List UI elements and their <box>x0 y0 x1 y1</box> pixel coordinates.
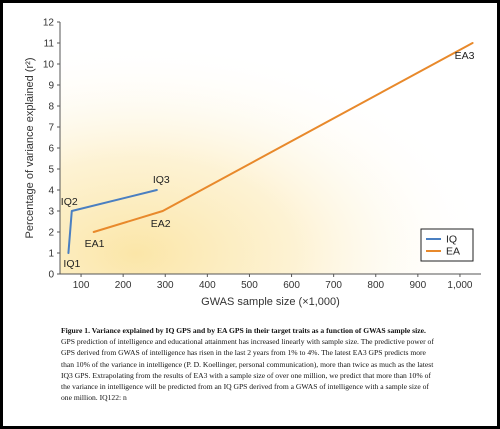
legend <box>421 229 473 261</box>
x-tick-label: 1,000 <box>447 280 473 291</box>
x-tick-label: 500 <box>241 280 258 291</box>
point-label-iq2: IQ2 <box>60 196 78 208</box>
y-tick-label: 10 <box>42 59 54 71</box>
legend-label-ea: EA <box>446 245 461 258</box>
figure-caption <box>61 325 437 403</box>
point-label-ea2: EA2 <box>150 218 171 230</box>
x-tick-label: 600 <box>283 280 300 291</box>
caption-body: GPS prediction of intelligence and educational attainment has increased linearly with sample size. The predictive power of GPS derived from GWAS of intelligence has risen in the last 2 years from 1% to 4%. The latest EA3 GPS predicts more than 10% of the variance in intelligence (P. D. Koellinger, personal communication), more than twice as much as the latest IQ3 GPS. Extrapolating from the results of EA3 with a sample size of over one million, we predict that more than 10% of the variance in intelligence will be predicted from an IQ GPS derived from a GWAS of intelligence with a sample size of one million. IQ122: n <box>61 337 434 403</box>
x-tick-label: 700 <box>325 280 342 291</box>
caption-title: Figure 1. Variance explained by IQ GPS and by EA GPS in their target traits as a function of GWAS sample size. <box>61 326 426 335</box>
x-axis-title: GWAS sample size (×1,000) <box>201 296 340 308</box>
y-tick-label: 3 <box>48 206 54 218</box>
y-tick-label: 6 <box>48 143 54 155</box>
y-tick-label: 0 <box>48 269 54 281</box>
y-tick-label: 4 <box>48 185 54 197</box>
x-tick-label: 400 <box>199 280 216 291</box>
y-tick-label: 2 <box>48 227 54 239</box>
legend-label-iq: IQ <box>446 233 458 246</box>
y-tick-label: 12 <box>42 17 54 29</box>
y-tick-label: 7 <box>48 122 54 134</box>
x-tick-label: 100 <box>72 280 90 291</box>
x-tick-label: 800 <box>367 280 385 291</box>
point-label-iq1: IQ1 <box>63 258 81 270</box>
point-label-iq3: IQ3 <box>152 174 170 186</box>
point-label-ea1: EA1 <box>84 238 105 250</box>
x-tick-label: 300 <box>156 280 174 291</box>
point-label-ea3: EA3 <box>454 50 475 62</box>
y-tick-label: 8 <box>48 101 54 113</box>
x-tick-label: 900 <box>409 280 427 291</box>
plot-background <box>60 22 481 274</box>
y-tick-label: 1 <box>48 248 54 260</box>
y-tick-label: 9 <box>48 80 54 92</box>
x-tick-label: 200 <box>114 280 132 291</box>
y-tick-label: 5 <box>48 164 54 176</box>
y-axis-title: Percentage of variance explained (r²) <box>24 57 36 239</box>
y-tick-label: 11 <box>43 38 54 50</box>
line-chart <box>3 3 500 323</box>
